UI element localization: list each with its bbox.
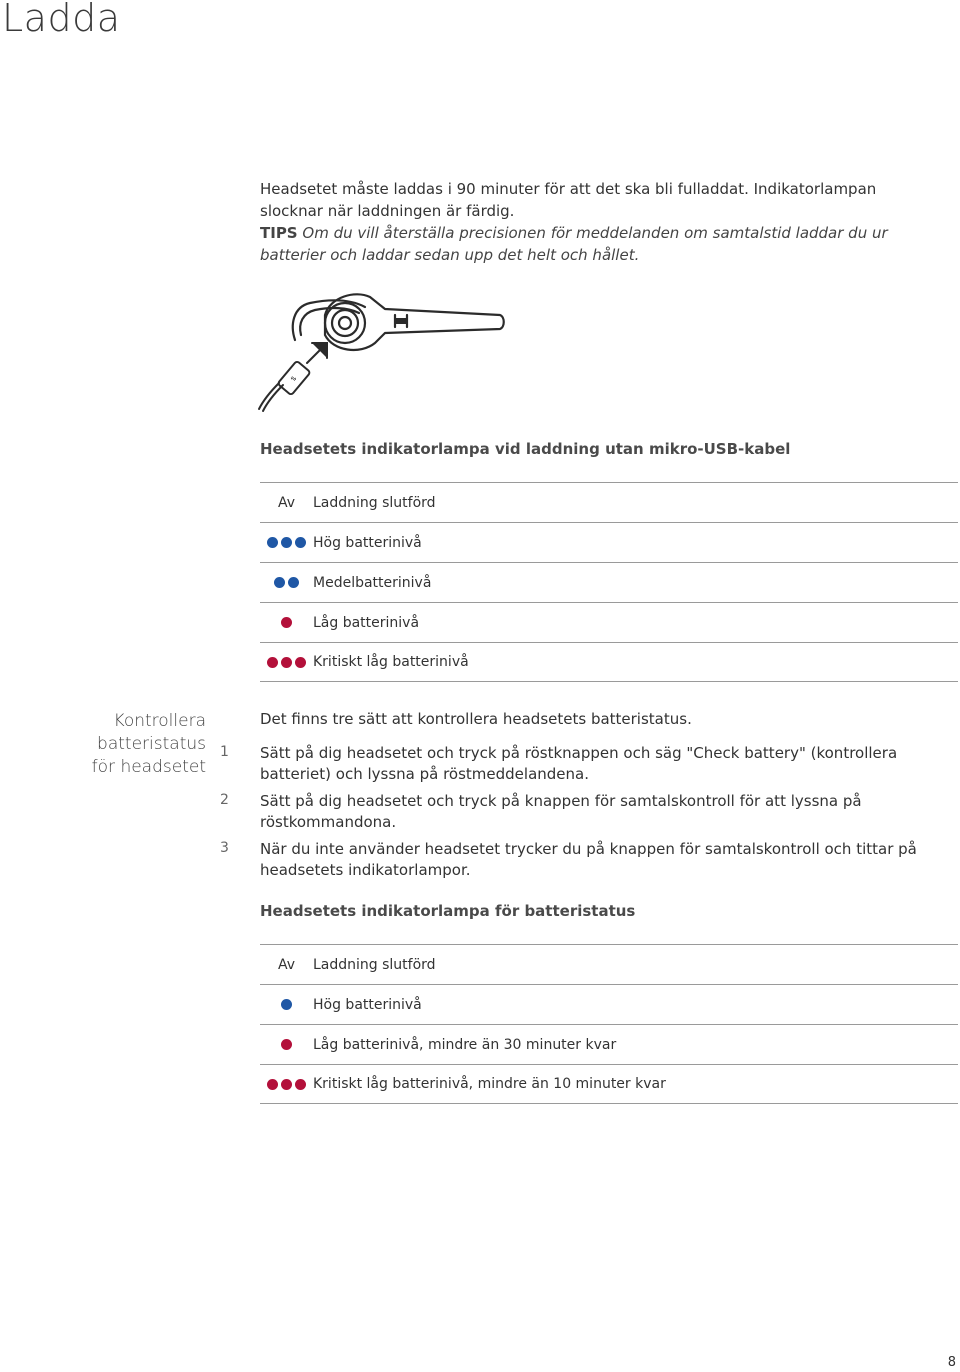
blue-led-dot-icon [267, 537, 278, 548]
red-led-dot-icon [267, 657, 278, 668]
intro-tip [260, 222, 940, 266]
blue-led-dot-icon [295, 537, 306, 548]
blue-led-dot-icon [288, 577, 299, 588]
step-text: Sätt på dig headsetet och tryck på röstknappen och säg "Check battery" (kontrollera batteriet) och lyssna på röstmeddelandena. [260, 744, 898, 783]
step-text: När du inte använder headsetet trycker du på knappen för samtalskontroll och tittar på headsetets indikatorlampor. [260, 840, 917, 879]
red-led-dot-icon [281, 1039, 292, 1050]
table1-led-status [260, 482, 958, 682]
led-off-label: Av [277, 956, 296, 973]
check-battery-heading-line2: för headsetet [91, 757, 206, 777]
led-indicator [260, 1039, 313, 1050]
table-row [260, 1064, 958, 1104]
table-row [260, 642, 958, 682]
table-row [260, 1024, 958, 1064]
led-indicator [260, 495, 313, 511]
red-led-dot-icon [281, 657, 292, 668]
blue-led-dot-icon [281, 999, 292, 1010]
list-item [220, 791, 950, 833]
led-description: Låg batterinivå, mindre än 30 minuter kvar [313, 1036, 617, 1053]
page-title: Ladda [2, 0, 121, 40]
check-intro-text: Det finns tre sätt att kontrollera headsetets batteristatus. [260, 710, 692, 728]
step-text: Sätt på dig headsetet och tryck på knappen för samtalskontroll för att lyssna på röstkommandona. [260, 792, 862, 831]
intro-charge-text: Headsetet måste laddas i 90 minuter för att det ska bli fulladdat. Indikatorlampan slocknar när laddningen är färdig. [260, 180, 877, 220]
table-row [260, 602, 958, 642]
step-number: 2 [220, 792, 229, 808]
led-description: Laddning slutförd [313, 956, 436, 973]
led-description: Låg batterinivå [313, 614, 420, 631]
step-number: 3 [220, 840, 229, 856]
red-led-dot-icon [281, 617, 292, 628]
table-row [260, 944, 958, 984]
led-description: Hög batterinivå [313, 534, 422, 551]
step-number: 1 [220, 744, 229, 760]
check-steps-list [220, 743, 950, 887]
table-row [260, 482, 958, 522]
table1-title: Headsetets indikatorlampa vid laddning utan mikro-USB-kabel [260, 440, 791, 458]
led-description: Hög batterinivå [313, 996, 422, 1013]
led-description: Medelbatterinivå [313, 574, 432, 591]
led-indicator [260, 957, 313, 973]
list-item [220, 743, 950, 785]
table2-led-status [260, 944, 958, 1104]
led-indicator [260, 577, 313, 588]
check-battery-heading [0, 710, 206, 779]
tip-text: Om du vill återställa precisionen för meddelanden om samtalstid laddar du ur batterier och laddar sedan upp det helt och hållet. [260, 224, 888, 264]
table2-title: Headsetets indikatorlampa för batteristatus [260, 902, 636, 920]
led-indicator [260, 537, 313, 548]
usb-symbol-icon: ⇌ [288, 373, 299, 384]
intro-text [260, 178, 940, 266]
red-led-dot-icon [295, 657, 306, 668]
check-battery-heading-line1: Kontrollera batteristatus [97, 711, 206, 754]
led-indicator [260, 999, 313, 1010]
red-led-dot-icon [267, 1079, 278, 1090]
led-indicator [260, 1079, 313, 1090]
page-number: 8 [947, 1355, 956, 1370]
tip-label: TIPS [260, 224, 298, 242]
red-led-dot-icon [281, 1079, 292, 1090]
red-led-dot-icon [295, 1079, 306, 1090]
led-description: Kritiskt låg batterinivå, mindre än 10 minuter kvar [313, 1076, 666, 1092]
table-row [260, 562, 958, 602]
blue-led-dot-icon [274, 577, 285, 588]
headset-charging-illustration [255, 285, 515, 415]
led-indicator [260, 617, 313, 628]
table-row [260, 522, 958, 562]
led-indicator [260, 657, 313, 668]
led-off-label: Av [277, 494, 296, 511]
led-description: Laddning slutförd [313, 494, 436, 511]
led-description: Kritiskt låg batterinivå [313, 654, 469, 670]
blue-led-dot-icon [281, 537, 292, 548]
list-item [220, 839, 950, 881]
table-row [260, 984, 958, 1024]
